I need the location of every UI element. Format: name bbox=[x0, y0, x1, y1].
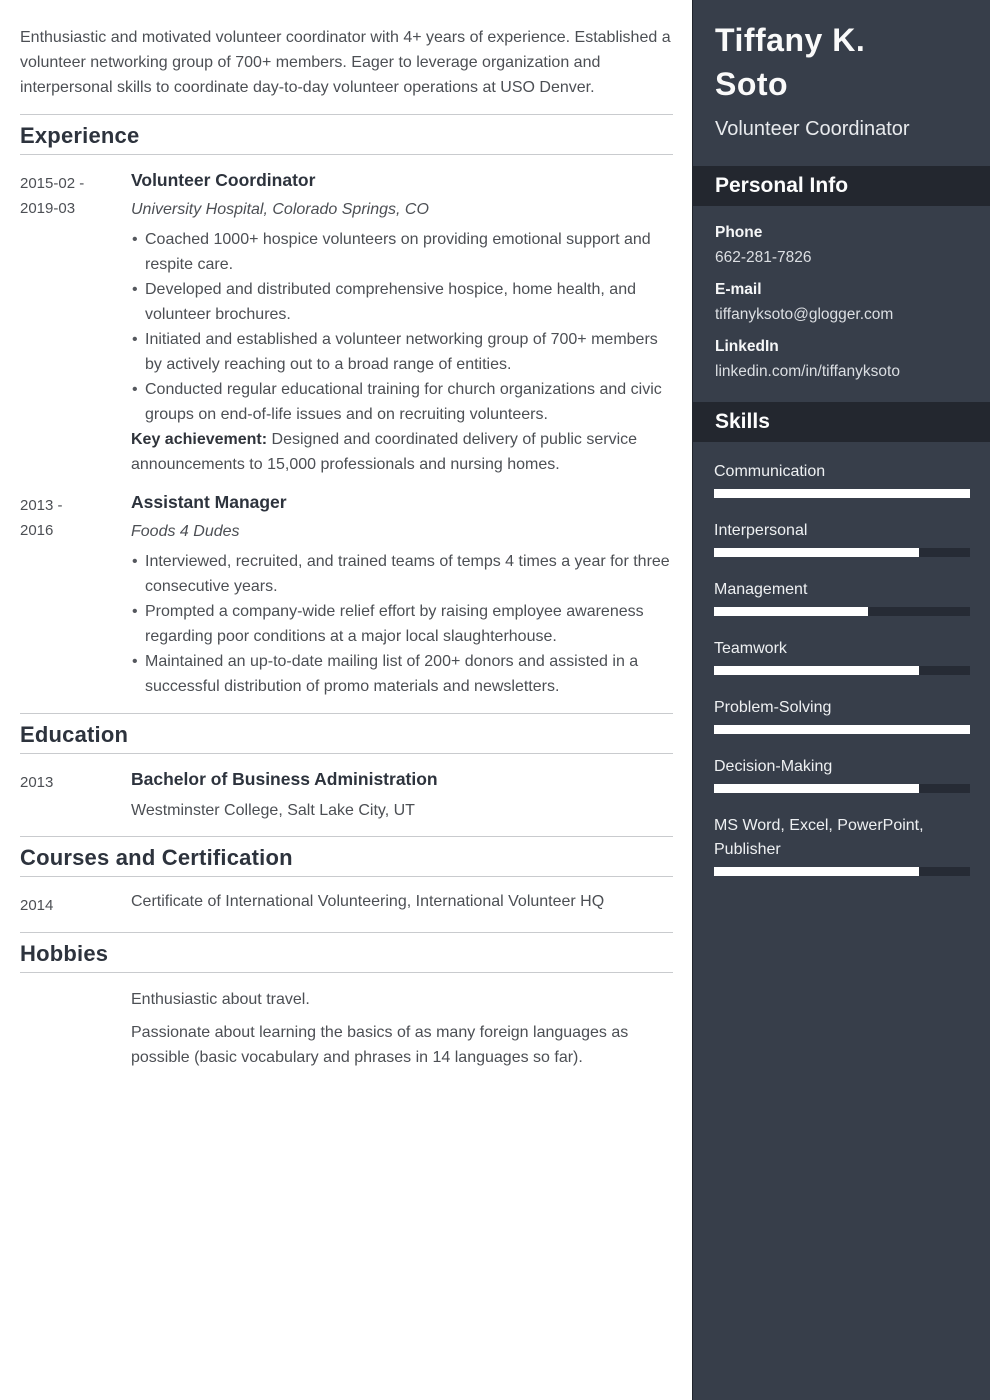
job-entry bbox=[20, 491, 673, 699]
job-date-line: 2015-02 - bbox=[20, 175, 85, 192]
hobbies-entry bbox=[20, 987, 673, 1078]
job-entry bbox=[20, 169, 673, 477]
skill-label: Decision-Making bbox=[714, 758, 833, 775]
skill-bar-fill bbox=[714, 607, 868, 616]
job-date-line: 2019-03 bbox=[20, 200, 76, 217]
job-company: University Hospital, Colorado Springs, CO bbox=[131, 201, 429, 218]
skill-bar-fill bbox=[714, 784, 919, 793]
course-date-line: 2014 bbox=[20, 897, 54, 914]
key-achievement bbox=[131, 427, 673, 477]
skill-bar-track bbox=[714, 548, 970, 557]
skill-bar-fill bbox=[714, 548, 919, 557]
hobby-paragraph: Enthusiastic about travel. bbox=[131, 991, 310, 1008]
skill-label: Interpersonal bbox=[714, 522, 808, 539]
skill-label: Management bbox=[714, 581, 808, 598]
candidate-job-title: Volunteer Coordinator bbox=[715, 118, 910, 140]
skill-bar-fill bbox=[714, 666, 919, 675]
skill-item bbox=[714, 814, 970, 876]
course-text: Certificate of International Volunteering, International Volunteer HQ bbox=[131, 893, 605, 910]
job-bullet-list bbox=[131, 227, 673, 427]
hobby-paragraph: Passionate about learning the basics of as many foreign languages as possible (basic vocabulary and phrases in 14 languages so far). bbox=[131, 1024, 629, 1066]
course-date bbox=[20, 891, 131, 918]
skill-bar-track bbox=[714, 607, 970, 616]
key-achievement-text: Designed and coordinated delivery of public service announcements to 15,000 professionals and nursing homes. bbox=[131, 431, 638, 473]
job-bullet: • Prompted a company-wide relief effort by raising employee awareness regarding poor conditions at a major local slaughterhouse. bbox=[131, 599, 673, 649]
skill-label: MS Word, Excel, PowerPoint, Publisher bbox=[714, 817, 924, 858]
job-body bbox=[131, 491, 673, 699]
skill-label: Communication bbox=[714, 463, 826, 480]
linkedin-value: linkedin.com/in/tiffanyksoto bbox=[715, 363, 900, 380]
phone-label: Phone bbox=[715, 224, 763, 241]
job-bullet: • Maintained an up-to-date mailing list of 200+ donors and assisted in a successful distribution of promo materials and newsletters. bbox=[131, 649, 673, 699]
skill-item bbox=[714, 519, 970, 557]
candidate-name: Tiffany K. Soto bbox=[715, 22, 866, 102]
education-date bbox=[20, 768, 131, 822]
job-company: Foods 4 Dudes bbox=[131, 523, 240, 540]
skill-bar-track bbox=[714, 489, 970, 498]
skill-item bbox=[714, 755, 970, 793]
skill-item bbox=[714, 460, 970, 498]
job-date-line: 2013 - bbox=[20, 497, 63, 514]
education-date-line: 2013 bbox=[20, 774, 54, 791]
phone-value: 662-281-7826 bbox=[715, 249, 812, 266]
education-entry bbox=[20, 768, 673, 822]
job-bullet: • Developed and distributed comprehensive hospice, home health, and volunteer brochures. bbox=[131, 277, 673, 327]
summary-text: Enthusiastic and motivated volunteer coordinator with 4+ years of experience. Established a volunteer networking group of 700+ members. Eager to leverage organization and interpersonal skills to coordinate day-to-day volunteer operations at USO Denver. bbox=[20, 29, 671, 96]
skill-label: Teamwork bbox=[714, 640, 787, 657]
job-title: Assistant Manager bbox=[131, 492, 287, 512]
skill-bar-track bbox=[714, 725, 970, 734]
key-achievement-label: Key achievement: bbox=[131, 431, 268, 448]
job-bullet: • Coached 1000+ hospice volunteers on providing emotional support and respite care. bbox=[131, 227, 673, 277]
skill-bar-fill bbox=[714, 489, 970, 498]
skill-bar-fill bbox=[714, 867, 919, 876]
education-school: Westminster College, Salt Lake City, UT bbox=[131, 802, 415, 819]
courses-heading: Courses and Certification bbox=[20, 836, 673, 877]
skills-heading: Skills bbox=[693, 402, 990, 442]
job-dates bbox=[20, 491, 131, 699]
email-value: tiffanyksoto@glogger.com bbox=[715, 306, 894, 323]
job-title: Volunteer Coordinator bbox=[131, 170, 316, 190]
job-bullet: • Conducted regular educational training for church organizations and civic groups on end-of-life issues and on recruiting volunteers. bbox=[131, 377, 673, 427]
hobbies-body bbox=[131, 987, 673, 1078]
job-body bbox=[131, 169, 673, 477]
skill-item bbox=[714, 637, 970, 675]
skills-list bbox=[693, 442, 990, 876]
skill-item bbox=[714, 578, 970, 616]
course-entry bbox=[20, 891, 673, 918]
course-body bbox=[131, 891, 673, 918]
education-heading: Education bbox=[20, 713, 673, 754]
name-block bbox=[693, 0, 990, 166]
experience-heading: Experience bbox=[20, 114, 673, 155]
job-bullet: • Interviewed, recruited, and trained teams of temps 4 times a year for three consecutive years. bbox=[131, 549, 673, 599]
hobbies-heading: Hobbies bbox=[20, 932, 673, 973]
education-degree: Bachelor of Business Administration bbox=[131, 769, 438, 789]
skill-label: Problem-Solving bbox=[714, 699, 832, 716]
job-bullet-list bbox=[131, 549, 673, 699]
skill-bar-track bbox=[714, 784, 970, 793]
skill-bar-fill bbox=[714, 725, 970, 734]
job-dates bbox=[20, 169, 131, 477]
skill-bar-track bbox=[714, 867, 970, 876]
email-label: E-mail bbox=[715, 281, 762, 298]
personal-info-heading: Personal Info bbox=[693, 166, 990, 206]
job-date-line: 2016 bbox=[20, 522, 54, 539]
hobbies-date-spacer bbox=[20, 987, 131, 1078]
job-bullet: • Initiated and established a volunteer networking group of 700+ members by actively reaching out to a broad range of entities. bbox=[131, 327, 673, 377]
personal-info-list bbox=[693, 206, 990, 402]
sidebar bbox=[692, 0, 990, 1400]
skill-item bbox=[714, 696, 970, 734]
skill-bar-track bbox=[714, 666, 970, 675]
linkedin-label: LinkedIn bbox=[715, 338, 779, 355]
education-body bbox=[131, 768, 673, 822]
